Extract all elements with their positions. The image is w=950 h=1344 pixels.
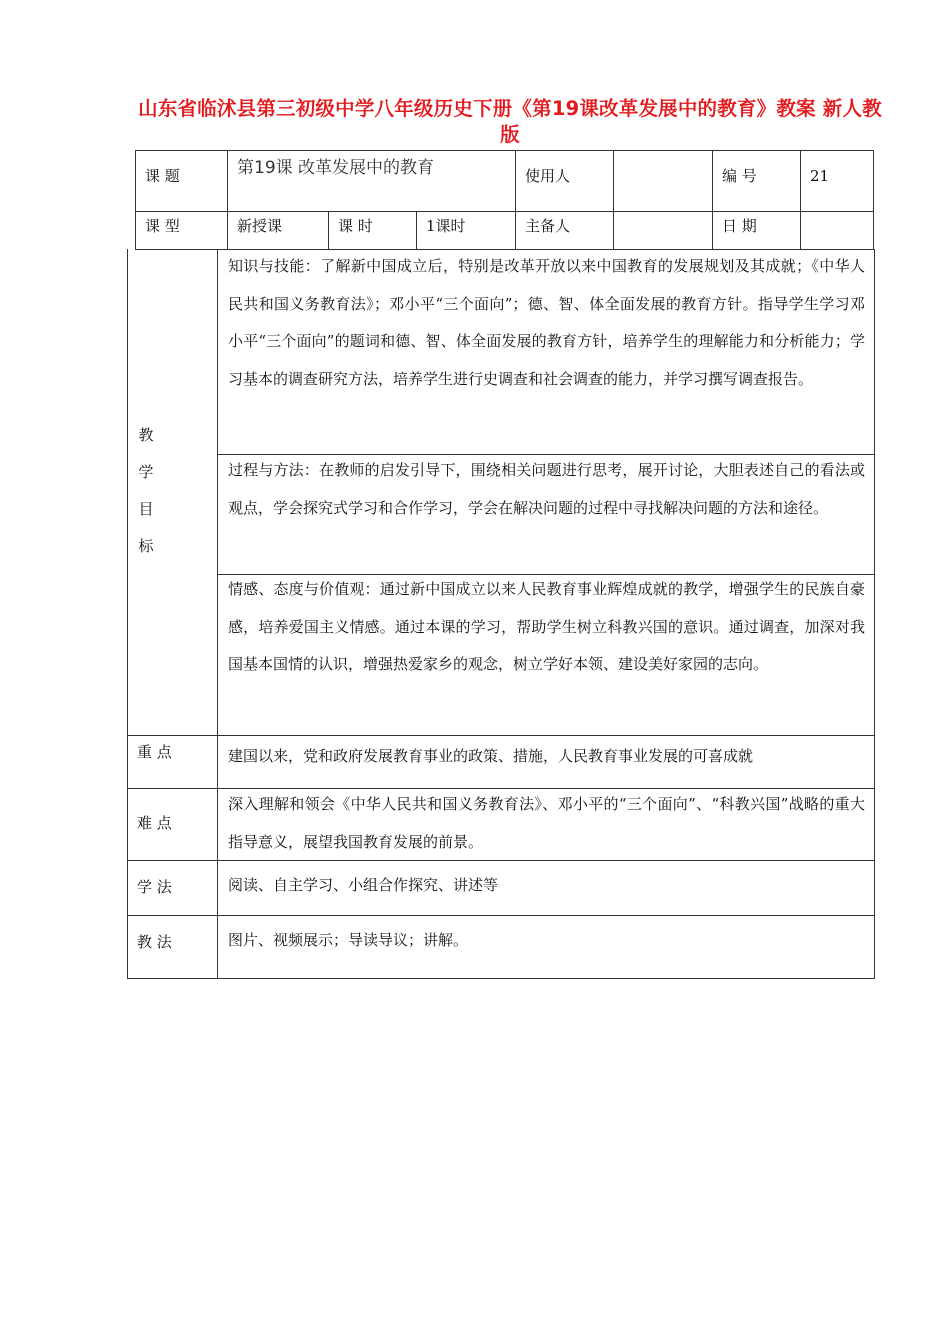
hours-value: 1课时 (426, 217, 466, 235)
difficulty-value: 深入理解和领会《中华人民共和国义务教育法》、邓小平的“三个面向”、“科教兴国”战略的重大指导意义，展望我国教育发展的前景。 (228, 795, 865, 851)
topic-label: 课 题 (145, 167, 180, 185)
preparer-label: 主备人 (525, 217, 571, 235)
number-label: 编 号 (722, 167, 757, 185)
difficulty-label: 难 点 (137, 814, 172, 832)
document-title: 山东省临沭县第三初级中学八年级历史下册《第19课改革发展中的教育》教案 新人教版 (138, 97, 882, 146)
objectives-label (131, 417, 161, 565)
teach-label: 教 法 (137, 933, 172, 951)
number-value: 21 (810, 167, 830, 185)
type-label: 课 型 (145, 217, 180, 235)
key-label: 重 点 (137, 743, 172, 761)
user-label: 使用人 (525, 167, 571, 185)
knowledge-objective: 知识与技能：了解新中国成立后，特别是改革开放以来中国教育的发展规划及其成就；《中华人民共和国义务教育法》；邓小平“三个面向”；德、智、体全面发展的教育方针。指导学生学习邓小平“三个面向”的题词和德、智、体全面发展的教育方针，培养学生的理解能力和分析能力；学习基本的调查研究方法，培养学生进行史调查和社会调查的能力，并学习撰写调查报告。 (228, 257, 865, 388)
hours-label: 课 时 (338, 217, 373, 235)
study-value: 阅读、自主学习、小组合作探究、讲述等 (228, 876, 499, 894)
type-value: 新授课 (237, 217, 283, 235)
objectives-char: 学 (138, 463, 154, 481)
topic-value: 第19课 改革发展中的教育 (237, 158, 435, 178)
key-value: 建国以来，党和政府发展教育事业的政策、措施，人民教育事业发展的可喜成就 (228, 747, 754, 765)
process-objective: 过程与方法：在教师的启发引导下，围绕相关问题进行思考，展开讨论，大胆表述自己的看法或观点，学会探究式学习和合作学习，学会在解决问题的过程中寻找解决问题的方法和途径。 (228, 461, 865, 517)
study-label: 学 法 (137, 878, 172, 896)
emotion-objective: 情感、态度与价值观：通过新中国成立以来人民教育事业辉煌成就的教学，增强学生的民族自豪感，培养爱国主义情感。通过本课的学习，帮助学生树立科教兴国的意识。通过调查，加深对我国基本国情的认识，增强热爱家乡的观念，树立学好本领、建设美好家园的志向。 (228, 580, 865, 673)
objectives-char: 标 (138, 537, 154, 555)
teach-value: 图片、视频展示；导读导议；讲解。 (228, 931, 469, 949)
objectives-char: 教 (138, 426, 154, 444)
date-label: 日 期 (722, 217, 757, 235)
objectives-char: 目 (138, 500, 154, 518)
